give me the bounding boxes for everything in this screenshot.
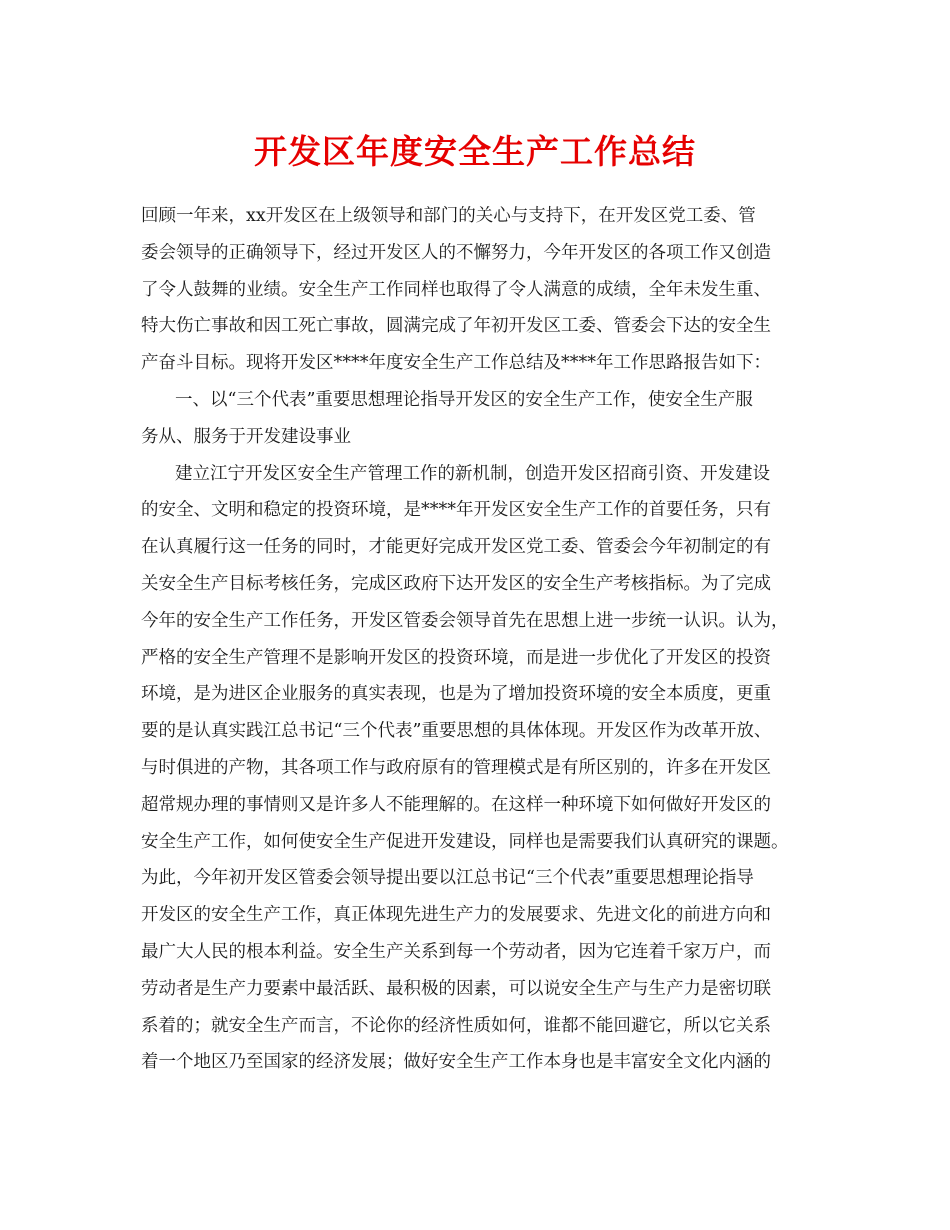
body-line: 系着的；就安全生产而言，不论你的经济性质如何，谁都不能回避它，所以它关系 (141, 1015, 771, 1036)
body-line: 委会领导的正确领导下，经过开发区人的不懈努力，今年开发区的各项工作又创造 (141, 242, 771, 263)
body-line: 开发区的安全生产工作，真正体现先进生产力的发展要求、先进文化的前进方向和 (141, 905, 771, 926)
body-line: 着一个地区乃至国家的经济发展；做好安全生产工作本身也是丰富安全文化内涵的 (141, 1052, 771, 1073)
body-line: 劳动者是生产力要素中最活跃、最积极的因素，可以说安全生产与生产力是密切联 (141, 978, 771, 999)
body-line: 在认真履行这一任务的同时，才能更好完成开发区党工委、管委会今年初制定的有 (141, 537, 771, 558)
body-line: 安全生产工作，如何使安全生产促进开发建设，同样也是需要我们认真研究的课题。 (141, 831, 789, 852)
body-line: 了令人鼓舞的业绩。安全生产工作同样也取得了令人满意的成绩，全年未发生重、 (141, 279, 771, 300)
body-line: 建立江宁开发区安全生产管理工作的新机制，创造开发区招商引资、开发建设 (175, 463, 770, 484)
body-line: 产奋斗目标。现将开发区****年度安全生产工作总结及****年工作思路报告如下： (141, 353, 771, 374)
body-line: 为此，今年初开发区管委会领导提出要以江总书记“三个代表”重要思想理论指导 (141, 868, 754, 889)
body-line: 与时俱进的产物，其各项工作与政府原有的管理模式是有所区别的，许多在开发区 (141, 758, 771, 778)
body-line: 要的是认真实践江总书记“三个代表”重要思想的具体体现。开发区作为改革开放、 (141, 721, 772, 742)
body-line: 关安全生产目标考核任务，完成区政府下达开发区的安全生产考核指标。为了完成 (141, 574, 771, 594)
document-title: 开发区年度安全生产工作总结 (254, 132, 696, 171)
body-line: 回顾一年来，xx开发区在上级领导和部门的关心与支持下，在开发区党工委、管 (141, 206, 756, 226)
body-line: 最广大人民的根本利益。安全生产关系到每一个劳动者，因为它连着千家万户，而 (141, 942, 771, 962)
body-line: 今年的安全生产工作任务，开发区管委会领导首先在思想上进一步统一认识。认为， (141, 610, 789, 631)
body-line: 严格的安全生产管理不是影响开发区的投资环境，而是进一步优化了开发区的投资 (141, 647, 771, 668)
body-line: 的安全、文明和稳定的投资环境，是****年开发区安全生产工作的首要任务，只有 (141, 500, 771, 521)
body-line: 环境，是为进区企业服务的真实表现，也是为了增加投资环境的安全本质度，更重 (141, 684, 771, 705)
body-line: 务从、服务于开发建设事业 (141, 426, 351, 447)
body-line: 特大伤亡事故和因工死亡事故，圆满完成了年初开发区工委、管委会下达的安全生 (141, 316, 771, 337)
body-line: 超常规办理的事情则又是许多人不能理解的。在这样一种环境下如何做好开发区的 (141, 794, 771, 815)
body-line: 一、以“三个代表”重要思想理论指导开发区的安全生产工作，使安全生产服 (175, 390, 753, 410)
